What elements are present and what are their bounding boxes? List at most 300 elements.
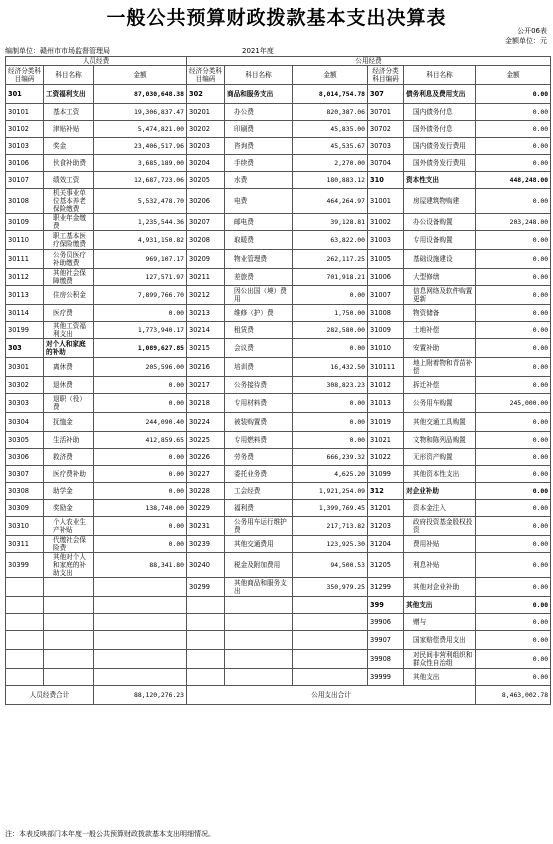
amount-cell: 0.00 [476,517,551,536]
amount-cell: 217,713.82 [293,517,368,536]
item-name-cell: 劳务费 [225,449,293,466]
amount-cell: 138,740.00 [94,500,187,517]
economic-code-cell: 30204 [187,155,225,172]
item-name-cell: 资本性支出 [404,172,476,189]
item-name-cell: 其他商品和服务支出 [225,578,293,597]
economic-code-cell: 30218 [187,394,225,413]
amount-cell: 1,750.00 [293,305,368,322]
economic-code-cell [6,614,44,631]
item-name-cell: 抚恤金 [44,413,94,432]
personnel-total-label: 人员经费合计 [6,686,94,705]
item-name-cell: 会议费 [225,339,293,358]
amount-cell [94,597,187,614]
item-name-cell: 工会经费 [225,483,293,500]
amount-cell: 969,107.17 [94,250,187,269]
form-number: 公开06表 [517,27,547,35]
item-name-cell: 其他交通费用 [225,536,293,553]
item-name-cell: 助学金 [44,483,94,500]
item-name-cell: 退职（役）费 [44,394,94,413]
amount-cell: 205,596.00 [94,358,187,377]
item-name-cell: 其他资本性支出 [404,466,476,483]
economic-code-cell: 30201 [187,104,225,121]
economic-code-cell: 31019 [368,413,404,432]
item-name-cell: 奖励金 [44,500,94,517]
economic-code-cell [6,669,44,686]
economic-code-cell: 30106 [6,155,44,172]
amount-cell: 282,580.00 [293,322,368,339]
economic-code-cell [187,650,225,669]
item-name-cell: 对个人和家庭的补助 [44,339,94,358]
item-name-cell: 绩效工资 [44,172,94,189]
economic-code-cell: 30302 [6,377,44,394]
item-name-cell: 福利费 [225,500,293,517]
item-name-cell: 咨询费 [225,138,293,155]
table-row [6,305,551,322]
item-name-cell: 因公出国（境）费用 [225,286,293,305]
item-name-cell: 职业年金缴费 [44,214,94,231]
item-name-cell: 其他工资福利支出 [44,322,94,339]
amount-cell: 19,306,837.47 [94,104,187,121]
table-row [6,339,551,358]
item-name-cell: 伙食补助费 [44,155,94,172]
amount-cell: 123,925.30 [293,536,368,553]
column-header-row [6,66,551,85]
item-name-cell: 基本工资 [44,104,94,121]
table-body [6,57,551,686]
economic-code-cell: 30212 [187,286,225,305]
amount-cell: 0.00 [476,121,551,138]
amount-cell: 0.00 [476,669,551,686]
item-name-cell: 其他交通工具购置 [404,413,476,432]
item-name-cell: 办公设备购置 [404,214,476,231]
amount-cell: 7,899,766.70 [94,286,187,305]
amount-cell [293,650,368,669]
amount-cell: 0.00 [293,432,368,449]
item-name-cell: 租赁费 [225,322,293,339]
economic-code-cell [6,650,44,669]
item-name-cell: 国内债务发行费用 [404,138,476,155]
economic-code-cell: 30113 [6,286,44,305]
economic-code-cell: 307 [368,85,404,104]
header-amount: 金额 [94,66,187,85]
table-row [6,189,551,214]
economic-code-cell: 30399 [6,553,44,578]
economic-code-cell [187,669,225,686]
amount-cell [293,614,368,631]
amount-cell: 0.00 [476,138,551,155]
table-row [6,500,551,517]
amount-cell: 0.00 [293,339,368,358]
amount-cell: 0.00 [476,339,551,358]
item-name-cell: 手续费 [225,155,293,172]
economic-code-cell: 31205 [368,553,404,578]
amount-cell: 0.00 [476,286,551,305]
item-name-cell [44,597,94,614]
economic-code-cell: 39908 [368,650,404,669]
amount-cell: 0.00 [94,305,187,322]
item-name-cell: 其他对企业补助 [404,578,476,597]
amount-cell [94,650,187,669]
item-name-cell: 专用材料费 [225,394,293,413]
item-name-cell [44,650,94,669]
table-row [6,597,551,614]
amount-cell: 0.00 [476,358,551,377]
economic-code-cell: 30110 [6,231,44,250]
economic-code-cell: 30213 [187,305,225,322]
table-row [6,466,551,483]
amount-cell: 0.00 [94,466,187,483]
amount-cell: 0.00 [476,377,551,394]
economic-code-cell: 30114 [6,305,44,322]
totals-row [6,686,551,705]
item-name-cell: 其他对个人和家庭的补助支出 [44,553,94,578]
economic-code-cell: 30229 [187,500,225,517]
table-row [6,172,551,189]
table-row [6,432,551,449]
table-row [6,631,551,650]
economic-code-cell: 31006 [368,269,404,286]
economic-code-cell: 30103 [6,138,44,155]
economic-code-cell: 30701 [368,104,404,121]
amount-cell: 0.00 [293,286,368,305]
table-row [6,578,551,597]
economic-code-cell: 30206 [187,189,225,214]
economic-code-cell: 31099 [368,466,404,483]
economic-code-cell: 30703 [368,138,404,155]
economic-code-cell: 30228 [187,483,225,500]
item-name-cell: 取暖费 [225,231,293,250]
amount-cell: 412,859.65 [94,432,187,449]
header-code: 经济分类科目编码 [187,66,225,85]
economic-code-cell: 30203 [187,138,225,155]
item-name-cell: 国内债务付息 [404,104,476,121]
economic-code-cell: 30304 [6,413,44,432]
amount-cell: 244,090.40 [94,413,187,432]
economic-code-cell: 30107 [6,172,44,189]
amount-cell: 0.00 [476,500,551,517]
amount-cell: 0.00 [293,394,368,413]
item-name-cell: 代缴社会保险费 [44,536,94,553]
item-name-cell: 文物和陈列品购置 [404,432,476,449]
amount-cell: 0.00 [476,250,551,269]
economic-code-cell: 312 [368,483,404,500]
amount-cell: 23,406,517.96 [94,138,187,155]
economic-code-cell: 31204 [368,536,404,553]
amount-cell: 308,823.23 [293,377,368,394]
item-name-cell: 物业管理费 [225,250,293,269]
public-section-header: 公用经费 [187,57,551,66]
item-name-cell: 退休费 [44,377,94,394]
economic-code-cell: 30101 [6,104,44,121]
table-row [6,377,551,394]
amount-cell: 45,835.00 [293,121,368,138]
table-row [6,536,551,553]
amount-cell: 1,089,627.85 [94,339,187,358]
amount-cell [94,669,187,686]
amount-cell: 0.00 [476,597,551,614]
economic-code-cell: 31008 [368,305,404,322]
economic-code-cell: 30239 [187,536,225,553]
table-row [6,650,551,669]
header-name: 科目名称 [404,66,476,85]
item-name-cell: 专用设备购置 [404,231,476,250]
item-name-cell: 国外债务发行费用 [404,155,476,172]
item-name-cell [225,650,293,669]
amount-cell: 0.00 [476,614,551,631]
item-name-cell: 电费 [225,189,293,214]
item-name-cell [225,631,293,650]
economic-code-cell: 30309 [6,500,44,517]
economic-code-cell: 31007 [368,286,404,305]
amount-cell: 39,128.81 [293,214,368,231]
amount-cell: 1,399,769.45 [293,500,368,517]
table-row [6,483,551,500]
item-name-cell: 债务利息及费用支出 [404,85,476,104]
economic-code-cell: 31002 [368,214,404,231]
amount-cell: 88,341.80 [94,553,187,578]
item-name-cell: 奖金 [44,138,94,155]
amount-cell: 464,264.97 [293,189,368,214]
economic-code-cell: 30310 [6,517,44,536]
table-row [6,517,551,536]
table-row [6,250,551,269]
item-name-cell: 住房公积金 [44,286,94,305]
item-name-cell: 委托业务费 [225,466,293,483]
item-name-cell: 商品和服务支出 [225,85,293,104]
amount-cell: 0.00 [94,377,187,394]
amount-cell: 0.00 [476,322,551,339]
header-name: 科目名称 [44,66,94,85]
amount-cell [293,631,368,650]
table-row [6,155,551,172]
amount-cell: 0.00 [94,394,187,413]
item-name-cell: 税金及附加费用 [225,553,293,578]
amount-cell: 5,474,821.00 [94,121,187,138]
economic-code-cell: 30704 [368,155,404,172]
economic-code-cell: 30311 [6,536,44,553]
economic-code-cell: 31003 [368,231,404,250]
item-name-cell: 公务接待费 [225,377,293,394]
amount-cell: 0.00 [476,578,551,597]
amount-cell [94,631,187,650]
economic-code-cell: 31012 [368,377,404,394]
item-name-cell: 医疗费补助 [44,466,94,483]
economic-code-cell: 39907 [368,631,404,650]
amount-cell: 87,030,648.38 [94,85,187,104]
economic-code-cell: 30702 [368,121,404,138]
amount-cell: 0.00 [476,553,551,578]
item-name-cell: 个人农业生产补贴 [44,517,94,536]
item-name-cell [44,614,94,631]
header-code: 经济分类科目编码 [368,66,404,85]
item-name-cell: 基础设施建设 [404,250,476,269]
economic-code-cell: 31010 [368,339,404,358]
item-name-cell: 资本金注入 [404,500,476,517]
table-row [6,394,551,413]
amount-cell: 12,687,723.06 [94,172,187,189]
item-name-cell: 政府投资基金股权投资 [404,517,476,536]
economic-code-cell [6,631,44,650]
amount-cell: 0.00 [476,631,551,650]
amount-cell: 1,235,544.36 [94,214,187,231]
economic-code-cell: 30225 [187,432,225,449]
amount-cell: 0.00 [476,189,551,214]
item-name-cell: 对企业补助 [404,483,476,500]
item-name-cell: 房屋建筑物购建 [404,189,476,214]
amount-cell: 0.00 [476,231,551,250]
economic-code-cell: 30102 [6,121,44,138]
amount-unit: 金额单位：元 [505,37,547,45]
table-row [6,614,551,631]
amount-cell: 0.00 [94,449,187,466]
economic-code-cell: 30224 [187,413,225,432]
amount-cell: 127,571.97 [94,269,187,286]
item-name-cell: 国家赔偿费用支出 [404,631,476,650]
table-row [6,214,551,231]
economic-code-cell: 30217 [187,377,225,394]
expenditure-table [5,56,551,705]
amount-cell: 0.00 [476,85,551,104]
item-name-cell: 赠与 [404,614,476,631]
economic-code-cell [187,597,225,614]
amount-cell [293,597,368,614]
economic-code-cell: 30231 [187,517,225,536]
economic-code-cell: 30207 [187,214,225,231]
item-name-cell: 差旅费 [225,269,293,286]
amount-cell: 0.00 [94,536,187,553]
item-name-cell: 医疗费 [44,305,94,322]
item-name-cell: 安置补助 [404,339,476,358]
header-name: 科目名称 [225,66,293,85]
amount-cell: 8,014,754.78 [293,85,368,104]
table-row [6,138,551,155]
public-total-label: 公用支出合计 [187,686,476,705]
table-row [6,449,551,466]
item-name-cell: 工资福利支出 [44,85,94,104]
amount-cell: 0.00 [94,517,187,536]
amount-cell: 666,239.32 [293,449,368,466]
item-name-cell: 培训费 [225,358,293,377]
amount-cell: 1,773,940.17 [94,322,187,339]
amount-cell: 262,117.25 [293,250,368,269]
amount-cell: 45,535.67 [293,138,368,155]
item-name-cell: 生活补助 [44,432,94,449]
amount-cell: 63,822.00 [293,231,368,250]
item-name-cell: 印刷费 [225,121,293,138]
personnel-total-amount: 88,120,276.23 [94,686,187,705]
economic-code-cell: 30108 [6,189,44,214]
item-name-cell [44,669,94,686]
amount-cell: 1,921,254.09 [293,483,368,500]
item-name-cell: 离休费 [44,358,94,377]
economic-code-cell: 30308 [6,483,44,500]
item-name-cell: 水费 [225,172,293,189]
item-name-cell: 地上附着物和青苗补偿 [404,358,476,377]
economic-code-cell: 31021 [368,432,404,449]
item-name-cell [44,578,94,597]
economic-code-cell: 30199 [6,322,44,339]
item-name-cell: 信息网络及软件购置更新 [404,286,476,305]
table-row [6,669,551,686]
amount-cell: 0.00 [476,155,551,172]
economic-code-cell: 30303 [6,394,44,413]
table-row [6,322,551,339]
table-row [6,413,551,432]
economic-code-cell: 30205 [187,172,225,189]
economic-code-cell: 303 [6,339,44,358]
item-name-cell [225,669,293,686]
economic-code-cell: 30226 [187,449,225,466]
table-row [6,358,551,377]
amount-cell: 0.00 [476,305,551,322]
economic-code-cell: 39999 [368,669,404,686]
economic-code-cell [187,614,225,631]
economic-code-cell: 302 [187,85,225,104]
amount-cell: 820,387.06 [293,104,368,121]
item-name-cell: 办公费 [225,104,293,121]
economic-code-cell: 30211 [187,269,225,286]
amount-cell: 245,000.00 [476,394,551,413]
amount-cell [293,669,368,686]
table-row [6,286,551,305]
economic-code-cell: 31201 [368,500,404,517]
item-name-cell: 专用燃料费 [225,432,293,449]
item-name-cell: 公务用车购置 [404,394,476,413]
amount-cell: 0.00 [476,449,551,466]
table-row [6,121,551,138]
amount-cell: 0.00 [476,413,551,432]
item-name-cell: 机关事业单位基本养老保险缴费 [44,189,94,214]
organization-label: 编制单位：赣州市市场监督管理局 [5,47,110,55]
economic-code-cell: 31299 [368,578,404,597]
economic-code-cell: 31013 [368,394,404,413]
footnote: 注：本表反映部门本年度一般公共预算财政拨款基本支出明细情况。 [5,830,215,838]
item-name-cell: 职工基本医疗保险缴费 [44,231,94,250]
amount-cell: 0.00 [476,466,551,483]
item-name-cell: 物资储备 [404,305,476,322]
table-row [6,104,551,121]
item-name-cell: 土地补偿 [404,322,476,339]
item-name-cell [225,614,293,631]
fiscal-year: 2021年度 [242,47,274,55]
amount-cell: 0.00 [476,104,551,121]
header-amount: 金额 [476,66,551,85]
item-name-cell: 被装购置费 [225,413,293,432]
economic-code-cell: 31022 [368,449,404,466]
item-name-cell: 津贴补贴 [44,121,94,138]
item-name-cell [225,597,293,614]
economic-code-cell [6,597,44,614]
personnel-section-header: 人员经费 [6,57,187,66]
economic-code-cell: 30307 [6,466,44,483]
economic-code-cell: 30202 [187,121,225,138]
economic-code-cell: 399 [368,597,404,614]
amount-cell: 0.00 [476,432,551,449]
item-name-cell: 大型修缮 [404,269,476,286]
expenditure-table-container [5,56,550,705]
item-name-cell [44,631,94,650]
economic-code-cell: 39906 [368,614,404,631]
item-name-cell: 公务员医疗补助缴费 [44,250,94,269]
item-name-cell: 其他支出 [404,669,476,686]
item-name-cell: 利息补贴 [404,553,476,578]
table-row [6,269,551,286]
economic-code-cell: 30299 [187,578,225,597]
amount-cell: 16,432.50 [293,358,368,377]
economic-code-cell: 310111 [368,358,404,377]
amount-cell: 701,918.21 [293,269,368,286]
table-row [6,231,551,250]
